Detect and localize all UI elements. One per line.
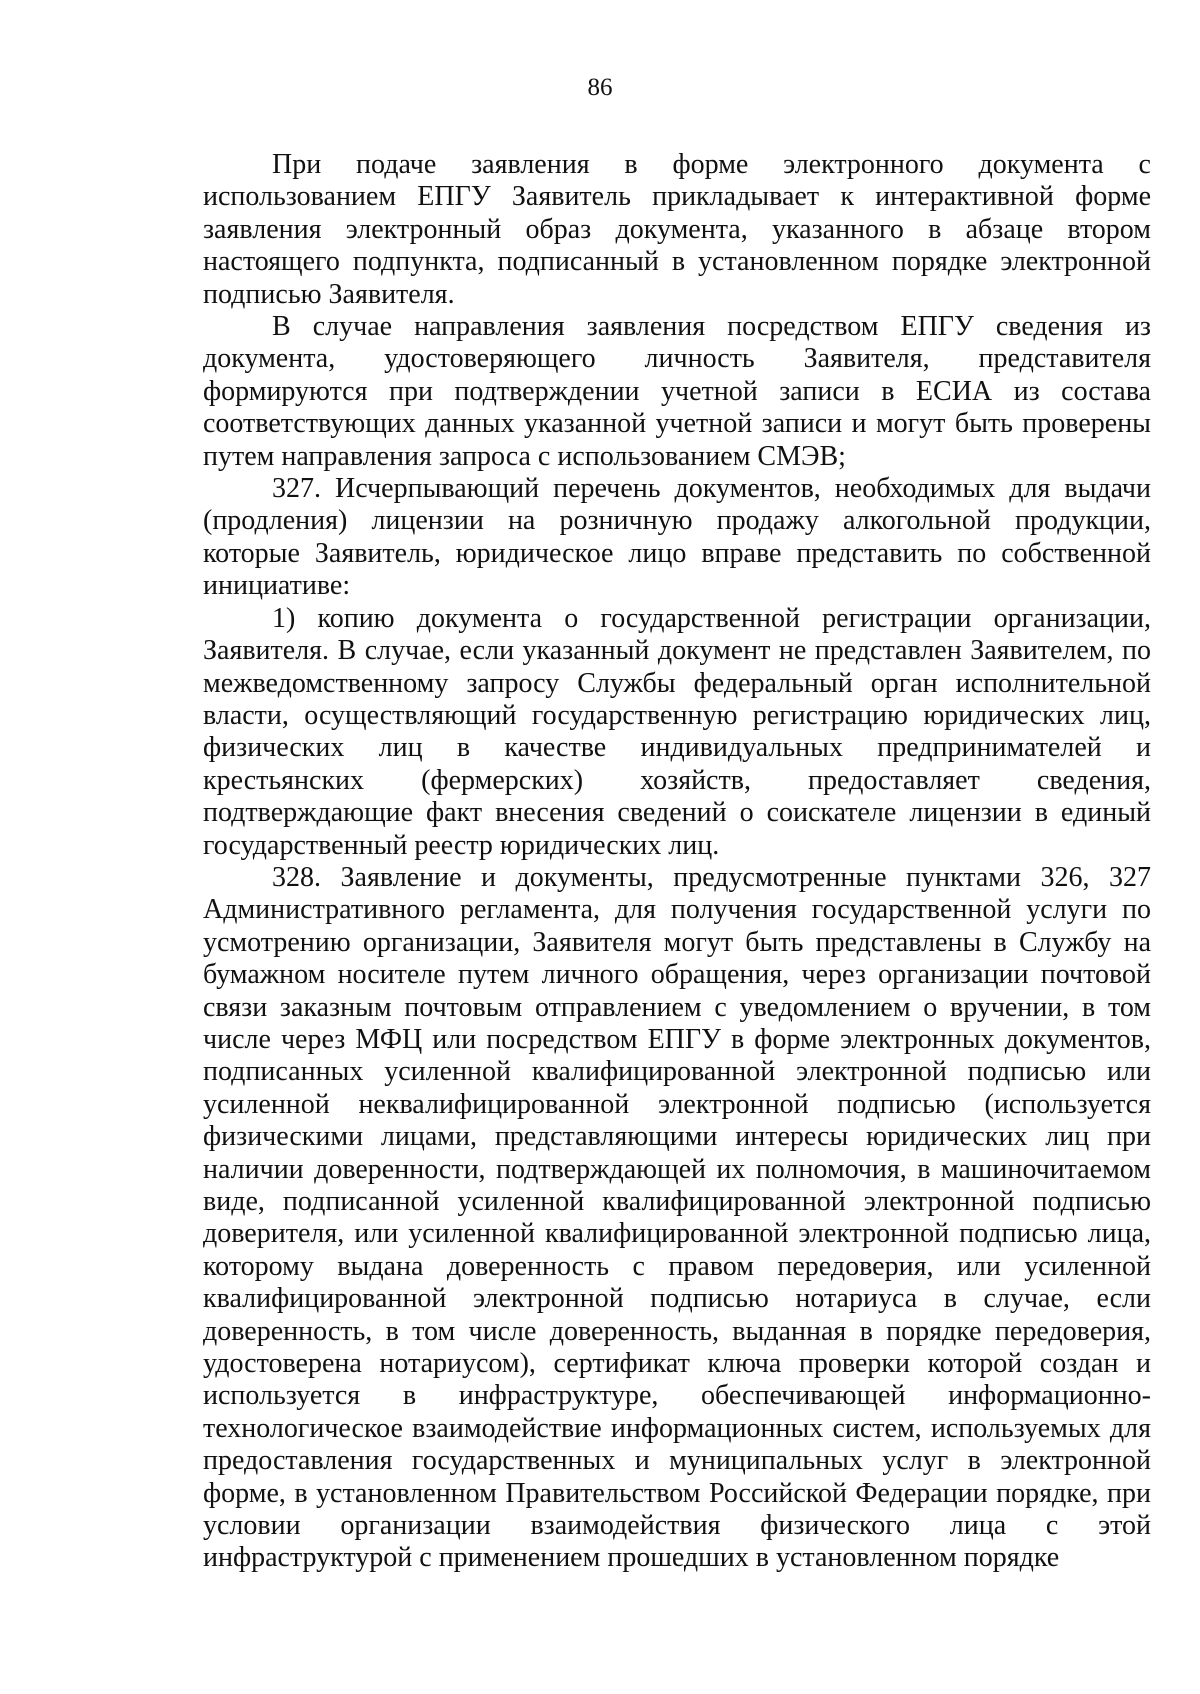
paragraph-327-document-list: 327. Исчерпывающий перечень документов, необходимых для выдачи (продления) лицензии на розничную продажу алкогольной продукции, которые Заявитель, юридическое лицо вправе представить по собственной инициативе: xyxy=(203,473,1151,602)
paragraph-item-1-registration-copy: 1) копию документа о государственной регистрации организации, Заявителя. В случае, если указанный документ не представлен Заявителем, по межведомственному запросу Службы федеральный орган исполнительной власти, осуществляющий государственную регистрацию юридических лиц, физических лиц в качестве индивидуальных предпринимателей и крестьянских (фермерских) хозяйств, предоставляет сведения, подтверждающие факт внесения сведений о соискателе лицензии в единый государственный реестр юридических лиц. xyxy=(203,602,1151,861)
page-number: 86 xyxy=(587,74,613,101)
paragraph-esia-verification: В случае направления заявления посредством ЕПГУ сведения из документа, удостоверяющего личность Заявителя, представителя формируются при подтверждении учетной записи в ЕСИА из состава соответствующих данных указанной учетной записи и могут быть проверены путем направления запроса с использованием СМЭВ; xyxy=(203,311,1151,472)
paragraph-328-submission-methods: 328. Заявление и документы, предусмотренные пунктами 326, 327 Административного регламента, для получения государственной услуги по усмотрению организации, Заявителя могут быть представлены в Службу на бумажном носителе путем личного обращения, через организации почтовой связи заказным почтовым отправлением с уведомлением о вручении, в том числе через МФЦ или посредством ЕПГУ в форме электронных документов, подписанных усиленной квалифицированной электронной подписью или усиленной неквалифицированной электронной подписью (используется физическими лицами, представляющими интересы юридических лиц при наличии доверенности, подтверждающей их полномочия, в машиночитаемом виде, подписанной усиленной квалифицированной электронной подписью доверителя, или усиленной квалифицированной электронной подписью лица, которому выдана доверенность с правом передоверия, или усиленной квалифицированной электронной подписью нотариуса в случае, если доверенность, в том числе доверенность, выданная в порядке передоверия, удостоверена нотариусом), сертификат ключа проверки которой создан и используется в инфраструктуре, обеспечивающей информационно-технологическое взаимодействие информационных систем, используемых для предоставления государственных и муниципальных услуг в электронной форме, в установленном Правительством Российской Федерации порядке, при условии организации взаимодействия физического лица с этой инфраструктурой с применением прошедших в установленном порядке xyxy=(203,861,1151,1574)
paragraph-epgu-electronic-submission: При подаче заявления в форме электронного документа с использованием ЕПГУ Заявитель прикладывает к интерактивной форме заявления электронный образ документа, указанного в абзаце втором настоящего подпункта, подписанный в установленном порядке электронной подписью Заявителя. xyxy=(203,149,1151,310)
document-body xyxy=(203,149,1151,1575)
